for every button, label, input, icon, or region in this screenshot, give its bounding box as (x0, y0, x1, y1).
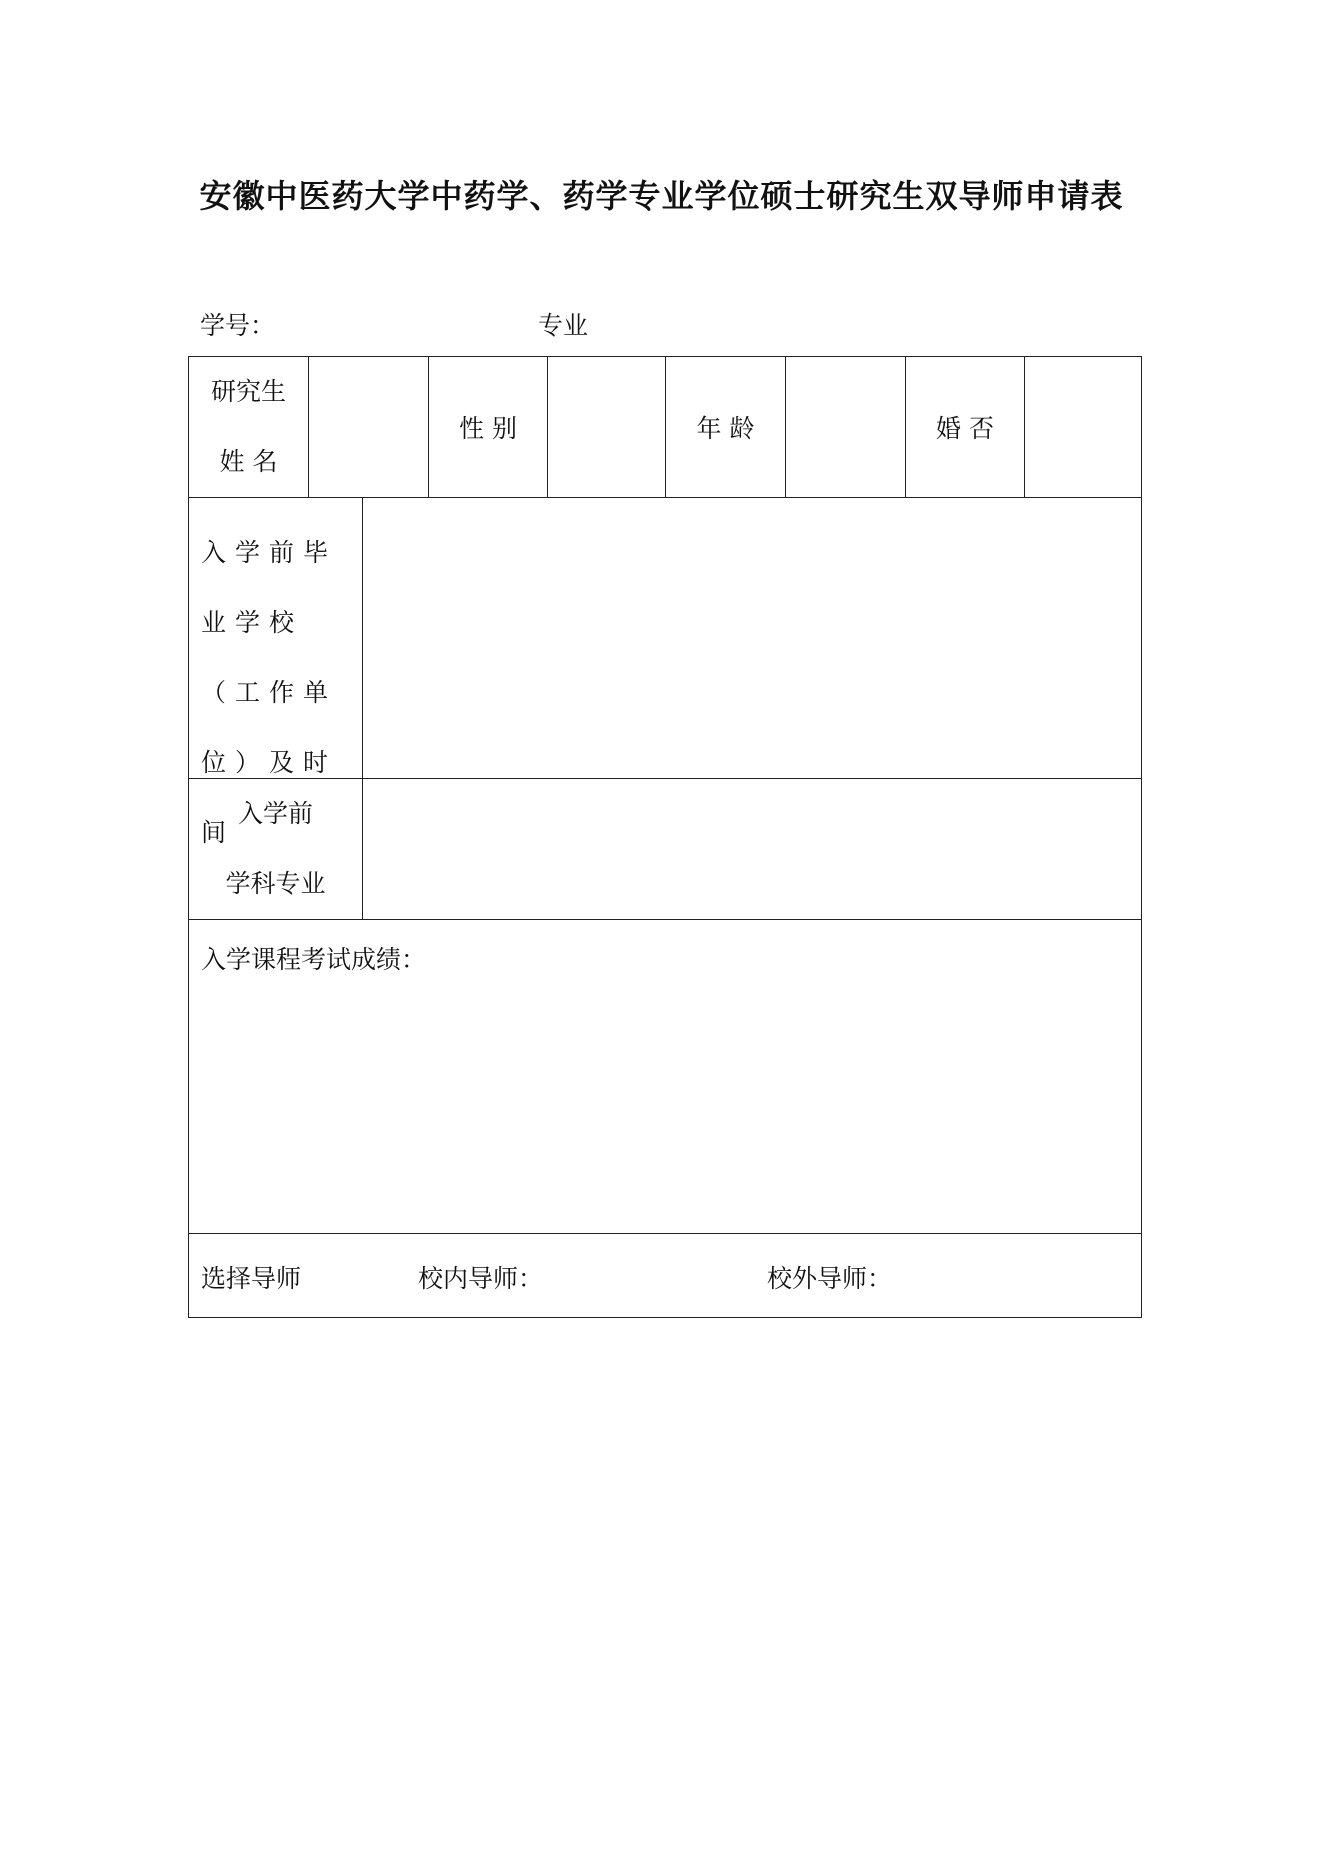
marital-label-cell (906, 357, 1025, 497)
name-value-cell[interactable] (309, 357, 429, 497)
prior-school-label: 入学前毕业学校（工作单位）及时间 (201, 538, 338, 847)
gender-label: 性 别 (459, 414, 517, 443)
prior-school-label-cell (189, 498, 363, 847)
gender-label-cell (429, 357, 548, 497)
prior-major-label-cell (189, 779, 363, 919)
table-row-prior-major (189, 779, 1141, 920)
prior-major-value-cell[interactable] (363, 779, 1143, 919)
name-label-cell (189, 357, 309, 497)
prior-major-label-line1: 入学前 (237, 799, 313, 828)
table-row-basic-info (189, 357, 1141, 498)
name-label-line2: 姓 名 (219, 447, 278, 476)
document-title: 安徽中医药大学中药学、药学专业学位硕士研究生双导师申请表 (199, 177, 1124, 215)
major-label: 专业 (538, 311, 589, 340)
gender-value-cell[interactable] (548, 357, 666, 497)
student-id-label: 学号： (200, 311, 276, 340)
age-value-cell[interactable] (786, 357, 906, 497)
prior-school-value-cell[interactable] (363, 498, 1143, 778)
prior-major-label-line2: 学科专业 (225, 869, 326, 898)
external-advisor-label[interactable]: 校外导师： (767, 1264, 893, 1293)
entrance-grades-label: 入学课程考试成绩： (201, 945, 427, 974)
table-row-entrance-grades[interactable] (189, 920, 1141, 1234)
marital-value-cell[interactable] (1025, 357, 1143, 497)
table-row-advisor-selection (189, 1234, 1141, 1318)
internal-advisor-label[interactable]: 校内导师： (418, 1264, 544, 1293)
age-label-cell (666, 357, 786, 497)
application-form-table (188, 356, 1142, 1318)
table-row-prior-school (189, 498, 1141, 847)
marital-label: 婚 否 (936, 414, 994, 443)
name-label-line1: 研究生 (210, 377, 286, 406)
choose-advisor-label: 选择导师 (201, 1264, 302, 1293)
age-label: 年 龄 (696, 414, 755, 443)
